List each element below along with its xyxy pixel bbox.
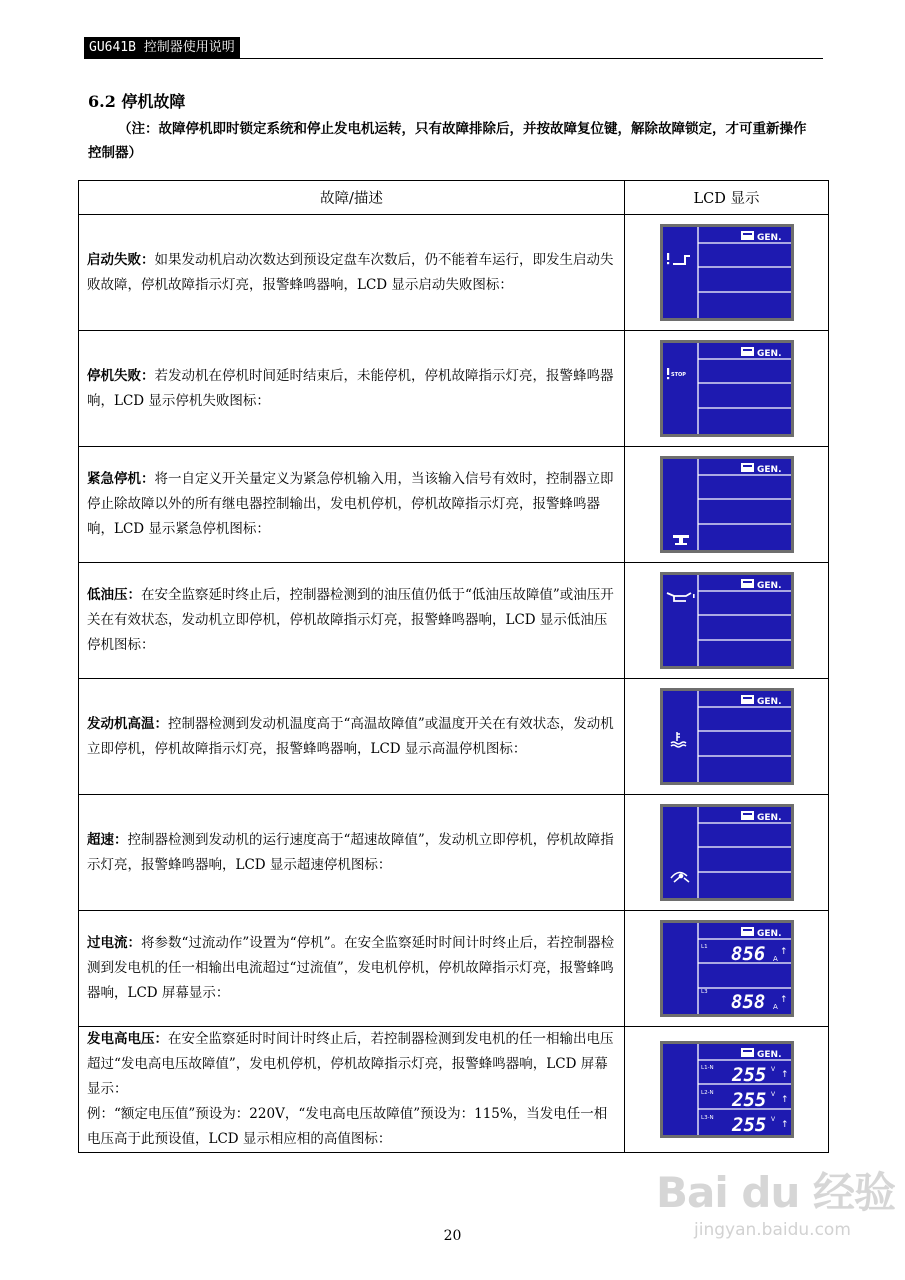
phase-label: L3	[700, 989, 708, 995]
lcd-header-text: GEN.	[756, 1050, 781, 1060]
document-icon	[741, 695, 754, 704]
document-icon	[741, 231, 754, 240]
unit-label: A	[772, 955, 778, 963]
table-row	[79, 1027, 829, 1153]
fault-description	[79, 795, 625, 911]
lcd-header-text: GEN.	[756, 465, 781, 475]
watermark-url: jingyan.baidu.com	[694, 1220, 851, 1240]
fault-label: 紧急停机：	[87, 471, 155, 487]
high-arrow-icon: ↑	[780, 1095, 789, 1105]
phase-label: L1	[700, 944, 708, 950]
current-value: 858	[730, 991, 765, 1013]
table-row	[79, 911, 829, 1027]
fault-text: 控制器检测到发动机温度高于“高温故障值”或温度开关在有效状态，发动机立即停机，停机故障指示灯亮，报警蜂鸣器响，LCD 显示高温停机图标：	[87, 715, 614, 757]
phase-label: L1-N	[700, 1065, 714, 1071]
lcd-header-text: GEN.	[756, 929, 781, 939]
lcd-display	[660, 456, 794, 553]
high-arrow-icon: ↑	[779, 947, 788, 957]
unit-label: V	[770, 1091, 775, 1098]
fault-description	[79, 215, 625, 331]
phase-label: L3-N	[700, 1115, 714, 1121]
voltage-value: 255	[731, 1114, 766, 1136]
document-icon	[741, 1048, 754, 1057]
high-arrow-icon: ↑	[780, 1120, 789, 1130]
fault-description	[79, 679, 625, 795]
section-note: （注：故障停机即时锁定系统和停止发电机运转，只有故障排除后，并按故障复位键，解除故障锁定，才可重新操作控制器）	[88, 121, 807, 161]
section-title: 6.2 停机故障	[88, 92, 186, 111]
phase-label: L2-N	[700, 1090, 714, 1096]
page-number: 20	[443, 1228, 462, 1244]
fault-text: 在安全监察延时终止后，控制器检测到的油压值仍低于“低油压故障值”或油压开关在有效状态，发动机立即停机，停机故障指示灯亮，报警蜂鸣器响，LCD 显示低油压停机图标：	[87, 587, 614, 653]
lcd-header-text: GEN.	[756, 349, 781, 359]
document-icon	[741, 463, 754, 472]
fault-label: 超速：	[87, 831, 128, 848]
fault-example: 例：“额定电压值”预设为：220V，“发电高电压故障值”预设为：115%，当发电任一相电压高于此预设值，LCD 显示相应相的高值图标：	[87, 1106, 608, 1147]
lcd-display	[660, 224, 794, 321]
header-rule	[84, 58, 823, 59]
watermark-brand: Bai du 经验	[656, 1168, 895, 1217]
table-row	[79, 563, 829, 679]
svg-text:STOP: STOP	[670, 372, 686, 378]
watermark	[640, 1148, 900, 1268]
lcd-display	[660, 340, 794, 437]
fault-description	[79, 447, 625, 563]
fault-text: 将参数“过流动作”设置为“停机”。在安全监察延时时间计时终止后，若控制器检测到发电机的任一相输出电流超过“过流值”，发电机停机，停机故障指示灯亮，报警蜂鸣器响，LCD 屏幕显示：	[87, 935, 615, 1001]
column-header-description: 故障/描述	[79, 181, 625, 215]
table-row	[79, 795, 829, 911]
document-icon	[741, 347, 754, 356]
lcd-display	[660, 572, 794, 669]
fault-label: 发动机高温：	[87, 715, 168, 732]
current-value: 856	[730, 943, 765, 965]
fault-label: 过电流：	[87, 935, 141, 951]
lcd-header-text: GEN.	[756, 697, 781, 707]
voltage-value: 255	[731, 1064, 766, 1086]
fault-label: 发电高电压：	[87, 1031, 168, 1047]
lcd-header-text: GEN.	[756, 233, 781, 243]
document-header-title: GU641B 控制器使用说明	[84, 37, 240, 59]
lcd-display	[660, 1041, 794, 1138]
fault-table	[78, 180, 829, 1153]
document-icon	[741, 579, 754, 588]
document-icon	[741, 811, 754, 820]
fault-description	[79, 563, 625, 679]
fault-description	[79, 1027, 625, 1153]
fault-text: 在安全监察延时时间计时终止后，若控制器检测到发电机的任一相输出电压超过“发电高电压故障值”，发电机停机，停机故障指示灯亮，报警蜂鸣器响，LCD 屏幕显示：	[87, 1031, 614, 1097]
high-arrow-icon: ↑	[779, 995, 788, 1005]
high-arrow-icon: ↑	[780, 1070, 789, 1080]
lcd-display	[660, 688, 794, 785]
table-header-row	[79, 181, 829, 215]
table-row	[79, 447, 829, 563]
fault-label: 低油压：	[87, 587, 141, 603]
fault-text: 控制器检测到发动机的运行速度高于“超速故障值”，发动机立即停机，停机故障指示灯亮，报警蜂鸣器响，LCD 显示超速停机图标：	[87, 831, 614, 873]
fault-label: 停机失败：	[87, 367, 155, 384]
column-header-lcd: LCD 显示	[625, 181, 829, 215]
lcd-display	[660, 920, 794, 1017]
lcd-header-text: GEN.	[756, 581, 781, 591]
fault-label: 启动失败：	[87, 251, 155, 268]
fault-description	[79, 331, 625, 447]
lcd-header-text: GEN.	[756, 813, 781, 823]
fault-text: 将一自定义开关量定义为紧急停机输入用，当该输入信号有效时，控制器立即停止除故障以外的所有继电器控制输出，发电机停机，停机故障指示灯亮，报警蜂鸣器响，LCD 显示紧急停机图标：	[87, 471, 614, 537]
table-row	[79, 331, 829, 447]
document-icon	[741, 927, 754, 936]
fault-text: 如果发动机启动次数达到预设定盘车次数后，仍不能着车运行，即发生启动失败故障，停机故障指示灯亮，报警蜂鸣器响，LCD 显示启动失败图标：	[87, 251, 614, 293]
lcd-display	[660, 804, 794, 901]
fault-description	[79, 911, 625, 1027]
table-row	[79, 215, 829, 331]
unit-label: V	[770, 1116, 775, 1123]
voltage-value: 255	[731, 1089, 766, 1111]
table-row	[79, 679, 829, 795]
unit-label: V	[770, 1066, 775, 1073]
unit-label: A	[772, 1003, 778, 1011]
fault-text: 若发动机在停机时间延时结束后，未能停机，停机故障指示灯亮，报警蜂鸣器响，LCD 显示停机失败图标：	[87, 367, 614, 409]
